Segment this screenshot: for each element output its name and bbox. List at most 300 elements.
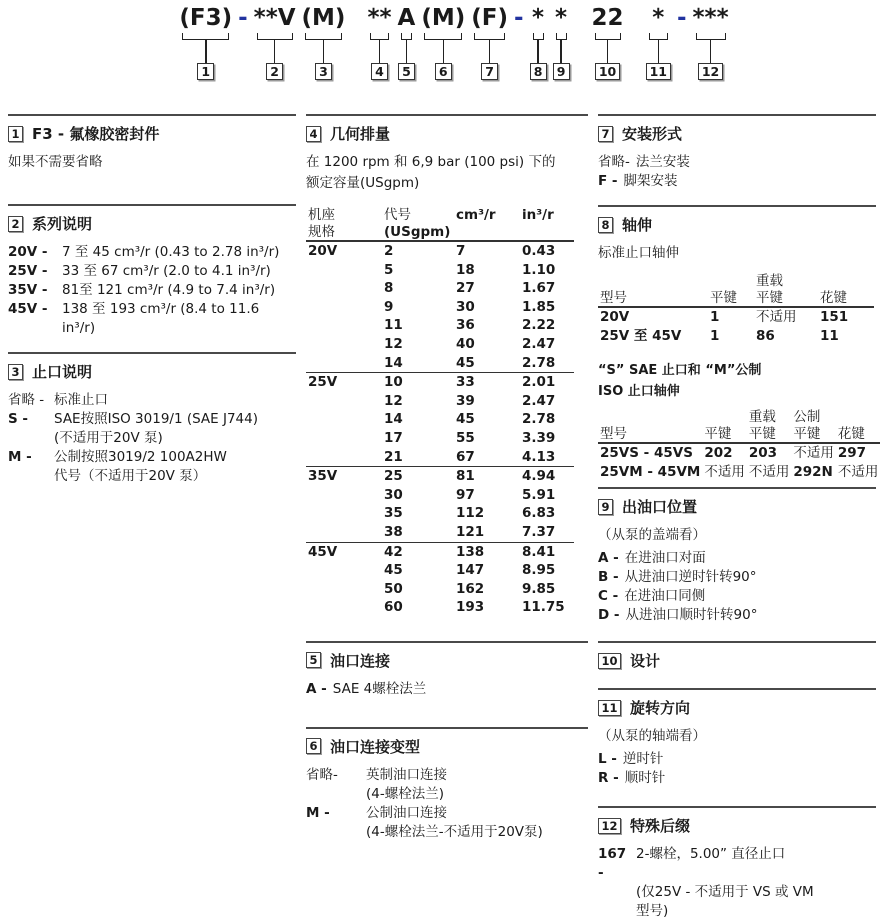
code-segment-1	[179, 5, 232, 80]
table-header-cell: cm³/r	[456, 207, 496, 223]
item-code: F -	[598, 173, 618, 189]
table-cell: 11	[820, 327, 839, 344]
table-cell	[306, 354, 382, 373]
table-row	[306, 316, 574, 335]
table-cell: 81	[454, 467, 520, 486]
connector-stem	[607, 40, 609, 63]
table-row	[306, 279, 574, 298]
section-header	[306, 736, 588, 757]
code-number-box: 12	[698, 63, 723, 80]
item-desc: (不适用于20V 泵)	[54, 430, 163, 446]
table-cell: 5	[384, 261, 394, 278]
item-code: M -	[306, 804, 330, 821]
table-header-cell: in³/r	[522, 207, 554, 223]
table-header-cell: 平键	[791, 426, 836, 444]
column-right	[598, 114, 879, 921]
section-header	[8, 123, 296, 144]
table-cell: 2.22	[522, 317, 556, 334]
code-segment-text: *	[555, 5, 568, 31]
item-code: 35V -	[8, 282, 48, 298]
table-cell: 0.43	[522, 243, 556, 259]
table-cell: 1	[710, 309, 720, 325]
table-cell	[306, 486, 382, 505]
definition-item	[8, 300, 296, 338]
table-header-cell: (USgpm)	[382, 224, 454, 242]
table-cell: 193	[456, 599, 485, 616]
section-2-series	[8, 204, 296, 352]
table-row	[306, 561, 574, 580]
table-header-cell	[520, 224, 574, 242]
section-title: 旋转方向	[630, 699, 691, 718]
section-number-box: 3	[8, 364, 23, 380]
code-number-box: 4	[371, 63, 388, 80]
table-cell: 297	[837, 445, 867, 462]
code-dash	[514, 5, 524, 31]
table-header-row	[598, 273, 874, 290]
section-11-rotation	[598, 688, 876, 806]
item-desc: 英制油口连接	[366, 766, 447, 783]
table-cell: 7	[456, 243, 466, 259]
table-cell: 1.67	[522, 280, 556, 297]
table-row	[306, 410, 574, 429]
table-header-cell: 平键	[708, 290, 754, 308]
item-code: D -	[598, 607, 620, 624]
definition-item	[8, 429, 296, 448]
section-title: 设计	[630, 652, 661, 671]
item-desc: 7 至 45 cm³/r (0.43 to 2.78 in³/r)	[62, 244, 280, 260]
section-number-box: 9	[598, 499, 613, 515]
table-cell: 2.01	[520, 373, 574, 392]
table-header-row	[598, 290, 874, 308]
code-segment-8	[530, 5, 547, 80]
table-header-cell	[598, 409, 702, 426]
table-cell: 1	[710, 327, 720, 344]
table-cell: 21	[384, 448, 403, 465]
table-cell: 112	[456, 505, 485, 522]
code-segment-10	[592, 5, 624, 80]
bracket-connector	[424, 33, 462, 40]
item-desc: SAE 4螺栓法兰	[332, 680, 427, 697]
code-segment-text: ***	[692, 5, 729, 31]
definition-item	[598, 549, 876, 568]
section-5-port-connection	[306, 641, 588, 727]
suffix-item-list	[598, 845, 876, 921]
pilot-item-list	[8, 391, 296, 486]
item-desc: 型号)	[636, 903, 669, 920]
table-cell: 11	[384, 317, 403, 334]
connector-stem	[406, 40, 408, 63]
table-row	[306, 298, 574, 317]
section-title: 安装形式	[622, 125, 683, 143]
table-header-cell: 型号	[598, 426, 702, 444]
code-segment-text: A	[397, 5, 416, 31]
definition-item	[598, 845, 876, 883]
definition-item	[598, 883, 876, 902]
code-dash	[238, 5, 248, 31]
table-row	[598, 327, 874, 346]
code-number-box: 2	[266, 63, 283, 80]
section-header	[598, 496, 876, 517]
code-segment-text: (M)	[301, 5, 346, 31]
table-cell: 7.37	[522, 523, 556, 540]
item-desc: 在进油口对面	[624, 550, 706, 567]
definition-item	[598, 172, 876, 191]
item-desc: 公制油口连接	[366, 804, 447, 821]
shaft-standard-subtitle: 标准止口轴伸	[598, 245, 679, 261]
section-header	[598, 123, 876, 144]
section-header	[306, 650, 588, 671]
table-cell: 86	[756, 327, 775, 344]
bracket-connector	[182, 33, 229, 40]
table-row	[306, 523, 574, 542]
item-code: C -	[598, 588, 619, 605]
table-header-cell	[818, 273, 874, 290]
bracket-connector	[370, 33, 388, 40]
table-cell	[306, 410, 382, 429]
frame-group-25V	[306, 373, 574, 467]
table-header-cell	[702, 409, 747, 426]
definition-item	[306, 823, 588, 842]
table-cell: 33	[454, 373, 520, 392]
item-desc: 33 至 67 cm³/r (2.0 to 4.1 in³/r)	[62, 263, 271, 279]
table-cell: 25V	[306, 373, 382, 392]
item-desc: 从进油口逆时针转90°	[624, 569, 757, 586]
table-row	[306, 542, 574, 561]
table-row	[306, 467, 574, 486]
definition-item	[8, 281, 296, 300]
table-row	[306, 429, 574, 448]
table-cell	[306, 316, 382, 335]
code-segment-12	[693, 5, 729, 80]
table-cell: 292N	[793, 463, 833, 480]
code-segment-text: **V	[253, 5, 296, 31]
column-left	[8, 114, 296, 921]
table-row	[306, 448, 574, 467]
code-segment-3	[302, 5, 346, 80]
definition-item	[8, 243, 296, 262]
code-segment-text: (M)	[421, 5, 466, 31]
table-header-cell: 规格	[306, 224, 382, 242]
table-row	[306, 354, 574, 373]
table-cell	[306, 298, 382, 317]
table-row	[306, 241, 574, 261]
code-segment-text: (F)	[471, 5, 508, 31]
table-header-cell: 平键	[747, 426, 792, 444]
table-cell: 97	[456, 486, 475, 503]
table-cell: 35V	[306, 467, 382, 486]
bracket-connector	[696, 33, 726, 40]
item-code: 45V -	[8, 301, 48, 317]
connector-stem	[443, 40, 445, 63]
definition-item	[8, 262, 296, 281]
code-number-box: 1	[197, 63, 214, 80]
table-cell: 30	[456, 298, 475, 315]
table-cell: 30	[384, 486, 403, 503]
section-number-box: 1	[8, 126, 23, 142]
table-cell: 12	[384, 335, 403, 352]
code-segment-text: *	[652, 5, 665, 31]
section-number-box: 6	[306, 738, 321, 754]
table-cell	[306, 335, 382, 354]
code-dash-separator: -	[676, 5, 687, 31]
table-cell: 45	[456, 354, 475, 371]
table-row	[306, 261, 574, 280]
rotation-view-note: （从泵的轴端看）	[598, 728, 706, 745]
table-cell: 2.78	[522, 354, 556, 371]
item-desc: SAE按照ISO 3019/1 (SAE J744)	[54, 411, 258, 427]
table-header-row	[306, 207, 574, 224]
item-code: S -	[8, 411, 29, 427]
table-cell: 14	[384, 354, 403, 371]
section-6-port-variant	[306, 727, 588, 842]
section-number-box: 8	[598, 217, 613, 233]
section-header	[598, 815, 876, 836]
item-code: 省略 -	[8, 392, 45, 408]
bracket-connector	[533, 33, 544, 40]
item-code	[8, 429, 54, 448]
section-12-special-suffix	[598, 806, 876, 921]
table-header-cell	[836, 409, 880, 426]
section-header	[598, 697, 876, 718]
item-code	[306, 785, 366, 804]
item-desc: 标准止口	[54, 392, 108, 408]
section-number-box: 2	[8, 216, 23, 232]
table-cell: 4.94	[520, 467, 574, 486]
outlet-view-note: （从泵的盖端看）	[598, 527, 706, 544]
section-title: 特殊后缀	[630, 817, 691, 836]
code-segment-5	[398, 5, 416, 80]
code-number-box: 5	[398, 63, 415, 80]
section-3-pilot	[8, 352, 296, 486]
table-cell: 39	[456, 392, 475, 409]
item-code: 省略-	[306, 766, 338, 783]
connector-stem	[710, 40, 712, 63]
rotation-item-list	[598, 750, 876, 788]
section-4-displacement	[306, 114, 588, 641]
section-title: 几何排量	[330, 125, 391, 143]
table-header-cell: 花键	[818, 290, 874, 308]
table-cell: 38	[384, 523, 403, 540]
item-code	[8, 467, 54, 486]
code-number-box: 3	[315, 63, 332, 80]
frame-group-45V	[306, 542, 574, 617]
table-row	[306, 580, 574, 599]
definition-item	[598, 153, 876, 172]
table-header-cell: 重载	[748, 409, 776, 426]
table-cell: 5.91	[522, 486, 556, 503]
connector-stem	[658, 40, 660, 63]
item-code: L -	[598, 751, 617, 768]
table-cell	[306, 429, 382, 448]
table-cell: 2	[384, 243, 394, 259]
table-cell	[306, 261, 382, 280]
table-row	[306, 598, 574, 617]
code-number-box: 8	[530, 63, 547, 80]
table-cell	[306, 598, 382, 617]
table-body	[598, 307, 874, 345]
section-title: 出油口位置	[622, 498, 698, 517]
item-code	[306, 823, 366, 842]
item-desc: 从进油口顺时针转90°	[625, 607, 758, 624]
connector-stem	[323, 40, 325, 63]
table-header-cell	[708, 273, 754, 290]
definition-item	[306, 766, 588, 785]
code-dash	[677, 5, 687, 31]
section-header	[8, 361, 296, 382]
connector-stem	[560, 40, 562, 63]
table-cell: 25	[382, 467, 454, 486]
table-row	[598, 463, 880, 482]
item-code: A -	[598, 550, 619, 567]
item-code	[598, 883, 636, 902]
table-cell: 18	[456, 261, 475, 278]
table-row	[598, 443, 880, 463]
item-desc: 公制按照3019/2 100A2HW	[54, 449, 227, 465]
table-header-cell: 公制	[793, 409, 821, 426]
table-cell	[306, 448, 382, 467]
section-header	[306, 123, 588, 144]
code-number-box: 9	[553, 63, 570, 80]
table-cell: 121	[456, 523, 485, 540]
table-cell: 1.85	[522, 298, 556, 315]
section-number-box: 11	[598, 700, 621, 716]
port-item-list	[306, 680, 588, 699]
table-cell: 8	[384, 280, 394, 297]
code-segment-text: *	[532, 5, 545, 31]
table-cell: 不适用	[837, 463, 879, 480]
frame-group-20V	[306, 241, 574, 373]
code-number-box: 10	[595, 63, 620, 80]
bracket-connector	[649, 33, 668, 40]
item-code: A -	[306, 680, 327, 697]
item-code: B -	[598, 569, 619, 586]
definition-item	[8, 391, 296, 410]
table-header-row	[598, 409, 880, 426]
table-cell: 4.13	[522, 448, 556, 465]
table-header-cell: 花键	[836, 426, 880, 444]
section-header	[598, 214, 876, 235]
table-cell: 11.75	[522, 599, 565, 616]
section-number-box: 5	[306, 652, 321, 668]
item-code: 167 -	[598, 846, 627, 882]
table-cell	[306, 279, 382, 298]
connector-stem	[489, 40, 491, 63]
table-header-cell: 平键	[702, 426, 747, 444]
section-title: 止口说明	[32, 363, 93, 381]
item-code: M -	[8, 449, 32, 465]
item-code	[598, 902, 636, 921]
definition-item	[306, 804, 588, 823]
table-cell: 55	[456, 429, 475, 446]
table-cell	[306, 561, 382, 580]
item-desc: 脚架安装	[623, 173, 678, 189]
table-cell: 2.47	[522, 335, 556, 352]
table-cell: 20V	[308, 243, 338, 259]
code-segment-4	[367, 5, 391, 80]
item-desc: 代号（不适用于20V 泵）	[54, 468, 207, 484]
table-cell: 67	[456, 448, 475, 465]
table-cell: 6.83	[522, 505, 556, 522]
table-cell: 8.41	[520, 542, 574, 561]
section-note: 如果不需要省略	[8, 154, 103, 170]
definition-item	[306, 785, 588, 804]
code-number-box: 7	[481, 63, 498, 80]
table-cell: 27	[456, 280, 475, 297]
table-row	[598, 307, 874, 327]
table-cell: 42	[382, 542, 454, 561]
shaft-iso-table	[598, 409, 880, 481]
table-cell: 不适用	[756, 309, 797, 325]
code-dash-separator: -	[514, 5, 524, 31]
table-cell: 25VM - 45VM	[600, 463, 701, 480]
table-cell: 40	[456, 335, 475, 352]
table-cell: 36	[456, 317, 475, 334]
table-cell: 20V	[600, 309, 630, 325]
item-desc: 在进油口同侧	[624, 588, 706, 605]
table-cell	[306, 523, 382, 542]
table-cell: 17	[384, 429, 403, 446]
item-desc: 逆时针	[622, 751, 664, 768]
table-cell: 45	[384, 562, 403, 579]
item-code: 省略-	[598, 154, 630, 170]
table-cell: 不适用	[704, 463, 745, 480]
table-row	[306, 504, 574, 523]
bracket-connector	[556, 33, 567, 40]
code-segment-2	[254, 5, 296, 80]
table-cell	[306, 392, 382, 411]
item-desc: 2-螺栓，5.00” 直径止口	[636, 846, 786, 863]
table-header-cell	[454, 224, 520, 242]
item-desc: 顺时针	[624, 770, 666, 787]
item-code: 20V -	[8, 244, 48, 260]
code-segment-text: 22	[591, 5, 624, 31]
shaft-iso-subtitle-line1: “S” SAE 止口和 “M”公制	[598, 363, 762, 379]
code-segment-text: (F3)	[179, 5, 233, 31]
table-cell: 1.10	[522, 261, 556, 278]
table-cell: 25VS - 45VS	[600, 445, 693, 462]
table-header-row	[306, 224, 574, 242]
table-cell: 3.39	[522, 429, 556, 446]
table-header-cell: 代号	[384, 207, 411, 223]
table-cell: 45	[456, 411, 475, 428]
table-cell: 45V	[306, 542, 382, 561]
model-code-diagram	[176, 0, 731, 80]
table-row	[306, 486, 574, 505]
section-number-box: 4	[306, 126, 321, 142]
table-cell: 203	[748, 445, 778, 462]
frame-group-35V	[306, 467, 574, 542]
table-cell: 60	[384, 599, 403, 616]
bracket-connector	[474, 33, 505, 40]
shaft-iso-subtitle-line2: ISO 止口轴伸	[598, 384, 680, 400]
table-body	[598, 443, 880, 481]
mounting-item-list	[598, 153, 876, 191]
table-cell: 2.47	[522, 392, 556, 409]
table-cell: 12	[384, 392, 403, 409]
definition-item	[8, 410, 296, 429]
section-10-design	[598, 641, 876, 688]
connector-stem	[205, 40, 207, 63]
section-title: 油口连接	[330, 651, 391, 670]
item-desc: (4-螺栓法兰-不适用于20V泵)	[366, 823, 543, 840]
series-item-list	[8, 243, 296, 338]
bracket-connector	[305, 33, 343, 40]
content-columns	[0, 114, 880, 921]
table-row	[306, 335, 574, 354]
item-code: 25V -	[8, 263, 48, 279]
section-number-box: 12	[598, 818, 621, 834]
table-cell: 50	[384, 580, 403, 597]
